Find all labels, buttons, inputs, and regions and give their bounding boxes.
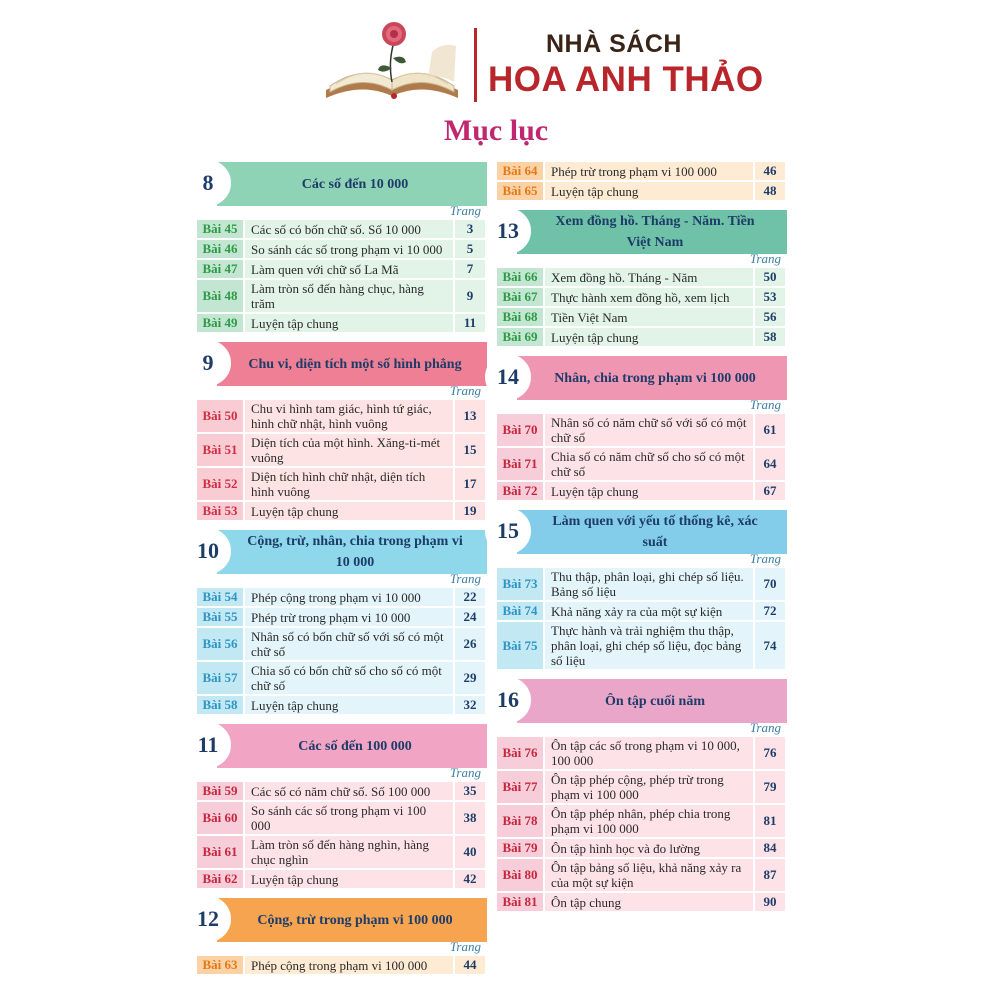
chapter-header [497,208,787,266]
lesson-title: Phép trừ trong phạm vi 100 000 [544,161,754,181]
chapter-number: 10 [185,528,231,574]
brand-name: HOA ANH THẢO [488,60,764,99]
continued-lessons-table [497,160,787,200]
lesson-title: Khả năng xảy ra của một sự kiện [544,601,754,621]
lesson-row[interactable] [197,433,486,467]
chapter-section [497,208,787,346]
lesson-code: Bài 49 [197,313,244,332]
lesson-row[interactable] [497,267,786,287]
lesson-title: Nhân số có năm chữ số với số có một chữ số [544,413,754,447]
lesson-page: 5 [454,239,486,259]
page-column-label: Trang [749,251,781,266]
lesson-code: Bài 59 [197,781,244,801]
lessons-table [197,954,487,974]
chapter-number: 11 [185,722,231,768]
lesson-row[interactable] [197,399,486,433]
lesson-title: Diện tích hình chữ nhật, diện tích hình vuông [244,467,454,501]
lesson-title: Xem đồng hồ. Tháng - Năm [544,267,754,287]
lesson-row[interactable] [497,770,786,804]
chapter-header [497,508,787,566]
chapter-section [197,896,487,974]
lesson-page: 87 [754,858,786,892]
lesson-title: Chia số có năm chữ số cho số có một chữ số [544,447,754,481]
lesson-code: Bài 62 [197,869,244,888]
lesson-title: Nhân số có bốn chữ số với số có một chữ số [244,627,454,661]
lesson-page: 76 [754,736,786,770]
lesson-row[interactable] [197,661,486,695]
chapter-title: Ôn tập cuối năm [517,679,787,723]
lesson-code: Bài 47 [197,259,244,279]
lessons-table [497,412,787,500]
chapter-header [197,340,487,398]
lesson-code: Bài 72 [497,481,544,500]
chapter-section [497,508,787,669]
lesson-code: Bài 50 [197,399,244,433]
lesson-row[interactable] [197,279,486,313]
lesson-row[interactable] [197,607,486,627]
chapter-title: Cộng, trừ trong phạm vi 100 000 [217,898,487,942]
chapter-header [197,722,487,780]
lesson-page: 13 [454,399,486,433]
lesson-title: Phép cộng trong phạm vi 100 000 [244,955,454,974]
lesson-title: Luyện tập chung [544,327,754,346]
lesson-row[interactable] [197,869,486,888]
lesson-title: Luyện tập chung [244,695,454,714]
lesson-code: Bài 64 [497,161,544,181]
lesson-code: Bài 45 [197,219,244,239]
lessons-table [197,218,487,332]
lesson-page: 70 [754,567,786,601]
brand-line1: NHÀ SÁCH [546,30,682,58]
lesson-code: Bài 53 [197,501,244,520]
chapter-section [497,677,787,911]
lesson-title: Luyện tập chung [244,869,454,888]
lesson-row[interactable] [497,838,786,858]
lessons-table [497,266,787,346]
lesson-row[interactable] [197,467,486,501]
lesson-page: 38 [454,801,486,835]
brand-divider [474,28,477,102]
lessons-table [197,398,487,520]
lesson-code: Bài 77 [497,770,544,804]
lesson-row[interactable] [497,161,786,181]
lesson-page: 90 [754,892,786,911]
lesson-title: Thu thập, phân loại, ghi chép số liệu. Bảng số liệu [544,567,754,601]
lesson-row[interactable] [197,313,486,332]
lesson-page: 15 [454,433,486,467]
chapter-header [197,896,487,954]
page-column-label: Trang [749,720,781,735]
lesson-row[interactable] [497,601,786,621]
lesson-page: 79 [754,770,786,804]
lesson-row[interactable] [497,307,786,327]
lesson-page: 22 [454,587,486,607]
lesson-code: Bài 74 [497,601,544,621]
lesson-row[interactable] [497,804,786,838]
lesson-code: Bài 65 [497,181,544,200]
lesson-title: Ôn tập phép nhân, phép chia trong phạm vi 100 000 [544,804,754,838]
lesson-page: 81 [754,804,786,838]
chapter-header [197,528,487,586]
lesson-row[interactable] [197,587,486,607]
chapter-number: 9 [185,340,231,386]
chapter-section [197,722,487,888]
lesson-row[interactable] [197,695,486,714]
lessons-table [197,780,487,888]
lesson-title: Luyện tập chung [544,481,754,500]
lesson-page: 24 [454,607,486,627]
lesson-code: Bài 46 [197,239,244,259]
lesson-page: 3 [454,219,486,239]
lesson-page: 84 [754,838,786,858]
lesson-title: Ôn tập hình học và đo lường [544,838,754,858]
lesson-title: Làm tròn số đến hàng nghìn, hàng chục nghìn [244,835,454,869]
lesson-code: Bài 68 [497,307,544,327]
chapter-title: Nhân, chia trong phạm vi 100 000 [517,356,787,400]
lesson-page: 46 [754,161,786,181]
lesson-code: Bài 55 [197,607,244,627]
chapter-title: Làm quen với yếu tố thống kê, xác suất [517,510,787,554]
lesson-code: Bài 58 [197,695,244,714]
lesson-page: 58 [754,327,786,346]
lesson-title: Thực hành xem đồng hồ, xem lịch [544,287,754,307]
rose-on-open-book-icon [322,12,462,102]
lesson-page: 7 [454,259,486,279]
lesson-code: Bài 66 [497,267,544,287]
chapter-number: 8 [185,160,231,206]
lesson-row[interactable] [497,181,786,200]
lesson-title: So sánh các số trong phạm vi 100 000 [244,801,454,835]
chapter-header [497,677,787,735]
lesson-title: Luyện tập chung [244,501,454,520]
lesson-title: Ôn tập chung [544,892,754,911]
lesson-title: Thực hành và trải nghiệm thu thập, phân loại, ghi chép số liệu, đọc bảng số liệu [544,621,754,669]
lesson-page: 11 [454,313,486,332]
page-column-label: Trang [449,939,481,954]
lesson-row[interactable] [197,801,486,835]
lesson-page: 35 [454,781,486,801]
lessons-table [497,566,787,669]
lesson-code: Bài 73 [497,567,544,601]
page-column-label: Trang [449,571,481,586]
lesson-row[interactable] [497,736,786,770]
lesson-row[interactable] [497,287,786,307]
right-column [497,160,787,919]
lesson-page: 19 [454,501,486,520]
chapter-number: 12 [185,896,231,942]
lesson-title: Diện tích của một hình. Xăng-ti-mét vuông [244,433,454,467]
page-column-label: Trang [749,551,781,566]
lesson-row[interactable] [197,259,486,279]
lesson-row[interactable] [197,239,486,259]
lesson-code: Bài 80 [497,858,544,892]
lesson-row[interactable] [497,892,786,911]
lesson-row[interactable] [197,627,486,661]
lesson-title: Làm quen với chữ số La Mã [244,259,454,279]
lesson-row[interactable] [497,413,786,447]
lesson-page: 53 [754,287,786,307]
chapter-title: Xem đồng hồ. Tháng - Năm. Tiền Việt Nam [517,210,787,254]
lesson-page: 17 [454,467,486,501]
lesson-page: 64 [754,447,786,481]
chapter-number: 13 [485,208,531,254]
lesson-code: Bài 54 [197,587,244,607]
page-column-label: Trang [449,765,481,780]
chapter-title: Cộng, trừ, nhân, chia trong phạm vi 10 000 [217,530,487,574]
chapter-header [197,160,487,218]
lesson-title: Phép cộng trong phạm vi 10 000 [244,587,454,607]
lesson-row[interactable] [497,447,786,481]
lesson-row[interactable] [197,781,486,801]
lesson-page: 26 [454,627,486,661]
lesson-code: Bài 69 [497,327,544,346]
chapter-section [197,528,487,714]
chapter-title: Chu vi, diện tích một số hình phẳng [217,342,487,386]
lesson-code: Bài 51 [197,433,244,467]
lesson-title: Phép trừ trong phạm vi 10 000 [244,607,454,627]
left-column [197,160,487,982]
lesson-code: Bài 75 [497,621,544,669]
page-column-label: Trang [749,397,781,412]
chapter-title: Các số đến 10 000 [217,162,487,206]
lesson-page: 56 [754,307,786,327]
chapter-section [197,160,487,332]
lesson-page: 42 [454,869,486,888]
lesson-row[interactable] [497,481,786,500]
lessons-table [197,586,487,714]
lesson-row[interactable] [197,219,486,239]
chapter-section [197,340,487,520]
lesson-page: 48 [754,181,786,200]
lesson-page: 29 [454,661,486,695]
lesson-code: Bài 81 [497,892,544,911]
lesson-code: Bài 76 [497,736,544,770]
lesson-page: 9 [454,279,486,313]
lesson-row[interactable] [197,955,486,974]
chapter-number: 15 [485,508,531,554]
lesson-title: Làm tròn số đến hàng chục, hàng trăm [244,279,454,313]
lesson-row[interactable] [497,327,786,346]
lesson-title: Chia số có bốn chữ số cho số có một chữ số [244,661,454,695]
lesson-page: 74 [754,621,786,669]
lesson-row[interactable] [497,567,786,601]
lesson-code: Bài 56 [197,627,244,661]
lesson-code: Bài 70 [497,413,544,447]
chapter-number: 16 [485,677,531,723]
chapter-title: Các số đến 100 000 [217,724,487,768]
lesson-title: Tiền Việt Nam [544,307,754,327]
lesson-page: 72 [754,601,786,621]
lesson-page: 50 [754,267,786,287]
lesson-title: Ôn tập bảng số liệu, khả năng xảy ra của một sự kiện [544,858,754,892]
page-column-label: Trang [449,203,481,218]
lesson-code: Bài 60 [197,801,244,835]
lesson-page: 32 [454,695,486,714]
lesson-title: So sánh các số trong phạm vi 10 000 [244,239,454,259]
page-column-label: Trang [449,383,481,398]
lesson-code: Bài 57 [197,661,244,695]
lesson-code: Bài 63 [197,955,244,974]
lesson-code: Bài 78 [497,804,544,838]
lesson-code: Bài 61 [197,835,244,869]
lesson-title: Các số có bốn chữ số. Số 10 000 [244,219,454,239]
lessons-table [497,735,787,911]
lesson-title: Luyện tập chung [544,181,754,200]
lesson-title: Chu vi hình tam giác, hình tứ giác, hình chữ nhật, hình vuông [244,399,454,433]
lesson-title: Ôn tập các số trong phạm vi 10 000, 100 000 [544,736,754,770]
lesson-page: 40 [454,835,486,869]
lesson-row[interactable] [497,858,786,892]
lesson-title: Các số có năm chữ số. Số 100 000 [244,781,454,801]
lesson-code: Bài 48 [197,279,244,313]
lesson-code: Bài 67 [497,287,544,307]
chapter-section [497,354,787,500]
page-title: Mục lục [443,114,549,147]
lesson-code: Bài 52 [197,467,244,501]
lesson-code: Bài 71 [497,447,544,481]
lesson-title: Luyện tập chung [244,313,454,332]
lesson-page: 44 [454,955,486,974]
lesson-title: Ôn tập phép cộng, phép trừ trong phạm vi 100 000 [544,770,754,804]
lesson-row[interactable] [497,621,786,669]
chapter-header [497,354,787,412]
lesson-code: Bài 79 [497,838,544,858]
lesson-row[interactable] [197,835,486,869]
chapter-number: 14 [485,354,531,400]
lesson-page: 67 [754,481,786,500]
lesson-row[interactable] [197,501,486,520]
lesson-page: 61 [754,413,786,447]
